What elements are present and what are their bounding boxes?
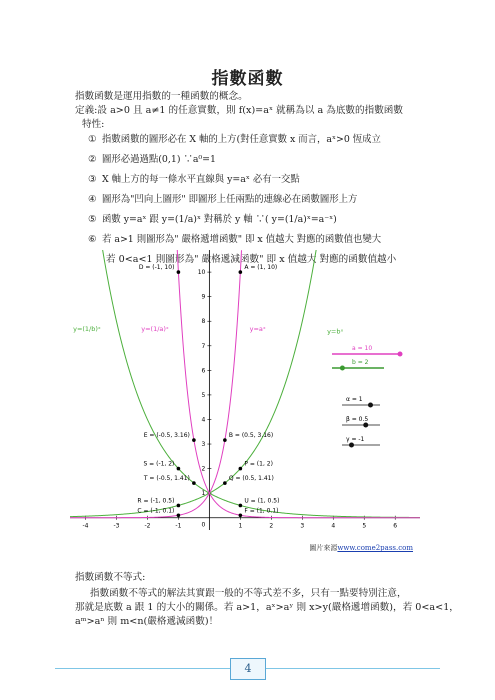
y-tick-label: 8 (201, 318, 206, 326)
features-label: 特性: (82, 119, 105, 130)
y-tick-label: 6 (201, 367, 206, 375)
graph-point (239, 504, 243, 508)
property-item (88, 233, 381, 247)
y-tick-label: 10 (197, 269, 206, 277)
property-item (88, 193, 357, 207)
graph-point (192, 481, 196, 485)
x-tick-label: 1 (238, 522, 243, 530)
property-item (88, 133, 381, 147)
slider-label: b = 2 (352, 359, 369, 366)
x-tick-label: -4 (82, 522, 89, 530)
property-item (88, 173, 300, 187)
slider-label: γ = -1 (346, 436, 365, 443)
origin-label: 0 (201, 521, 206, 529)
curve-pow-b (70, 250, 318, 517)
point-label: A = (1, 10) (244, 264, 278, 272)
point-label: C = (-1, 0.1) (137, 507, 175, 515)
y-tick-label: 3 (201, 441, 206, 449)
page-number: 4 (230, 658, 266, 680)
point-label: P = (1, 2) (244, 460, 273, 468)
property-text: 指數函數的圖形必在 X 軸的上方(對任意實數 x 而言，aˣ>0 恆成立 (102, 134, 381, 145)
property-text: 圖形為"凹向上圖形" 即圖形上任兩點的連線必在函數圖形上方 (102, 194, 358, 205)
property-6-line-2: 若 0<a<1 則圖形為" 嚴格遞減函數" 即 x 值越大 對應的函數值越小 (106, 254, 397, 265)
graph-point (192, 438, 196, 442)
property-number: ② (88, 154, 97, 165)
curve-label-pow_b: y=bˣ (327, 327, 344, 336)
definition-text: 定義:設 a>0 且 a≠1 的任意實數，則 f(x)=aˣ 就稱為以 a 為底數的指數函數 (75, 105, 403, 116)
slider-knob[interactable] (363, 423, 368, 428)
graph-point (177, 504, 181, 508)
page-title: 指數函數 (211, 69, 284, 89)
point-label: E = (-0.5, 3.16) (143, 432, 190, 440)
inequality-line-1: 指數函數不等式的解法其實跟一般的不等式差不多，只有一點要特別注意， (90, 588, 407, 599)
property-text: 圖形必過過點(0,1) ∵a⁰=1 (102, 154, 216, 165)
graph-point (223, 481, 227, 485)
y-tick-label: 4 (201, 416, 206, 424)
slider-label: α = 1 (346, 396, 363, 403)
slider-knob[interactable] (368, 403, 373, 408)
property-item (88, 153, 216, 167)
point-label: U = (1, 0.5) (244, 497, 280, 505)
property-text: 函數 y=aˣ 跟 y=(1/a)ˣ 對稱於 y 軸 ∵( y=(1/a)ˣ=a⁻ˣ) (102, 214, 337, 225)
y-tick-label: 7 (201, 342, 206, 350)
intro-text: 指數函數是運用指數的一種函數的概念。 (75, 91, 248, 102)
x-tick-label: -1 (175, 522, 182, 530)
point-label: Q = (0.5, 1.41) (228, 475, 274, 483)
property-number: ⑤ (88, 214, 97, 225)
point-label: D = (-1, 10) (138, 264, 175, 272)
y-tick-label: 5 (201, 391, 206, 399)
graph-point (239, 513, 243, 517)
property-number: ③ (88, 174, 97, 185)
point-label: F = (1, 0.1) (244, 507, 279, 515)
y-tick-label: 2 (201, 465, 206, 473)
credit-link[interactable]: www.come2pass.com (337, 544, 413, 552)
x-tick-label: 5 (362, 522, 367, 530)
x-tick-label: -2 (144, 522, 151, 530)
curve-label-recip_a: y=(1/a)ˣ (141, 325, 169, 334)
graph-point (177, 270, 181, 274)
x-tick-label: 3 (300, 522, 305, 530)
x-tick-label: 6 (393, 522, 398, 530)
curve-recip-a (177, 250, 420, 518)
x-tick-label: 2 (269, 522, 274, 530)
point-label: T = (-0.5, 1.41) (143, 475, 190, 483)
slider-label: a = 10 (352, 345, 373, 352)
property-number: ④ (88, 194, 97, 205)
property-number: ⑥ (88, 234, 97, 245)
slider-label: β = 0.5 (346, 416, 369, 423)
credit-label: 圖片來源 (309, 544, 338, 552)
curve-label-recip_b: y=(1/b)ˣ (73, 325, 101, 334)
inequality-line-2: 那就是底數 a 跟 1 的大小的關係。若 a>1，aˣ>aʸ 則 x>y(嚴格遞增函數)，若 0<a<1， (75, 602, 459, 613)
property-number: ① (88, 134, 97, 145)
graph-point (239, 270, 243, 274)
exponential-graph (70, 250, 420, 530)
image-credit (309, 543, 413, 553)
x-tick-label: 4 (331, 522, 336, 530)
inequality-line-3: aᵐ>aⁿ 則 m<n(嚴格遞減函數)！ (75, 616, 219, 627)
point-label: R = (-1, 0.5) (137, 497, 175, 505)
curve-label-pow_a: y=aˣ (249, 325, 266, 334)
inequality-title: 指數函數不等式: (75, 572, 146, 583)
y-tick-label: 9 (201, 293, 206, 301)
slider-knob[interactable] (398, 352, 403, 357)
property-item (88, 213, 337, 227)
y-tick-label: 1 (201, 490, 206, 498)
graph-point (223, 438, 227, 442)
point-label: B = (0.5, 3.16) (228, 432, 274, 440)
x-tick-label: -3 (113, 522, 120, 530)
graph-point (177, 513, 181, 517)
property-text: 若 a>1 則圖形為" 嚴格遞增函數" 即 x 值越大 對應的函數值也變大 (102, 234, 382, 245)
graph-point (239, 467, 243, 471)
property-text: X 軸上方的每一條水平直線與 y=aˣ 必有一交點 (102, 174, 300, 185)
graph-point (177, 467, 181, 471)
slider-knob[interactable] (340, 366, 345, 371)
point-label: S = (-1, 2) (143, 460, 175, 468)
slider-knob[interactable] (349, 443, 354, 448)
